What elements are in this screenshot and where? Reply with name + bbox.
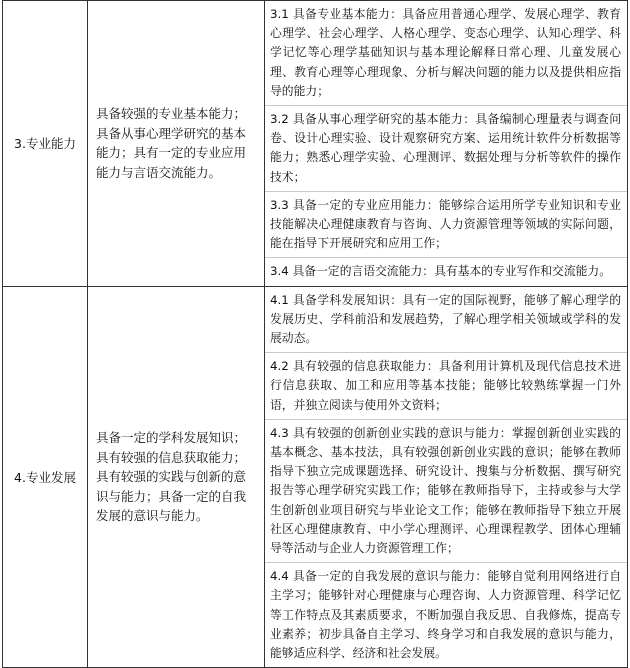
detail-item: 3.2 具备从事心理学研究的基本能力：具备编制心理量表与调查问卷、设计心理实验、设计观察研究方案、运用统计软件分析数据等能力；熟悉心理学实验、心理测评、数据处理与分析等软件的操作技术； xyxy=(265,106,627,192)
detail-item: 4.3 具有较强的创新创业实践的意识与能力：掌握创新创业实践的基本概念、基本技法，具有较强创新创业实践的意识；能够在教师指导下独立完成课题选择、研究设计、搜集与分析数据、撰写研究报告等心理学研究实践工作；能够在教师指导下，主持或参与大学生创新创业项目研究与毕业论文工作；能够在教师指导下独立开展社区心理健康教育、中小学心理测评、心理课程教学、团体心理辅导等活动与企业人力资源管理工作； xyxy=(265,420,627,563)
detail-item: 3.3 具备一定的专业应用能力：能够综合运用所学专业知识和专业技能解决心理健康教育与咨询、人力资源管理等领域的实际问题，能在指导下开展研究和应用工作； xyxy=(265,192,627,259)
requirements-table xyxy=(2,0,628,668)
summary-cell: 具备较强的专业基本能力；具备从事心理学研究的基本能力；具有一定的专业应用能力与言语交流能力。 xyxy=(88,1,265,287)
summary-cell: 具备一定的学科发展知识；具有较强的信息获取能力；具有较强的实践与创新的意识与能力；具备一定的自我发展的意识与能力。 xyxy=(88,286,265,668)
details-cell xyxy=(265,286,628,668)
category-cell: 4.专业发展 xyxy=(3,286,88,668)
detail-item: 4.4 具备一定的自我发展的意识与能力：能够自觉利用网络进行自主学习；能够针对心理健康与心理咨询、人力资源管理、科学记忆等工作特点及其素质要求，不断加强自我反思、自我修炼，提高专业素养；初步具备自主学习、终身学习和自我发展的意识与能力，能够适应科学、经济和社会发展。 xyxy=(270,569,621,661)
detail-item: 3.4 具备一定的言语交流能力：具有基本的专业写作和交流能力。 xyxy=(270,264,612,279)
table-row xyxy=(3,286,628,668)
detail-item: 4.2 具有较强的信息获取能力：具备利用计算机及现代信息技术进行信息获取、加工和应用等基本技能；能够比较熟练掌握一门外语，并独立阅读与使用外文资料； xyxy=(265,353,627,420)
category-cell: 3.专业能力 xyxy=(3,1,88,287)
detail-item: 3.1 具备专业基本能力：具备应用普通心理学、发展心理学、教育心理学、社会心理学、人格心理学、变态心理学、认知心理学、科学记忆等心理学基础知识与基本理论解释日常心理、儿童发展心理、教育心理等心理现象、分析与解决问题的能力以及提供相应指导的能力； xyxy=(265,1,627,106)
detail-item: 4.1 具备学科发展知识：具有一定的国际视野，能够了解心理学的发展历史、学科前沿和发展趋势，了解心理学相关领域或学科的发展动态。 xyxy=(265,287,627,354)
table-row xyxy=(3,1,628,287)
details-cell xyxy=(265,1,628,287)
